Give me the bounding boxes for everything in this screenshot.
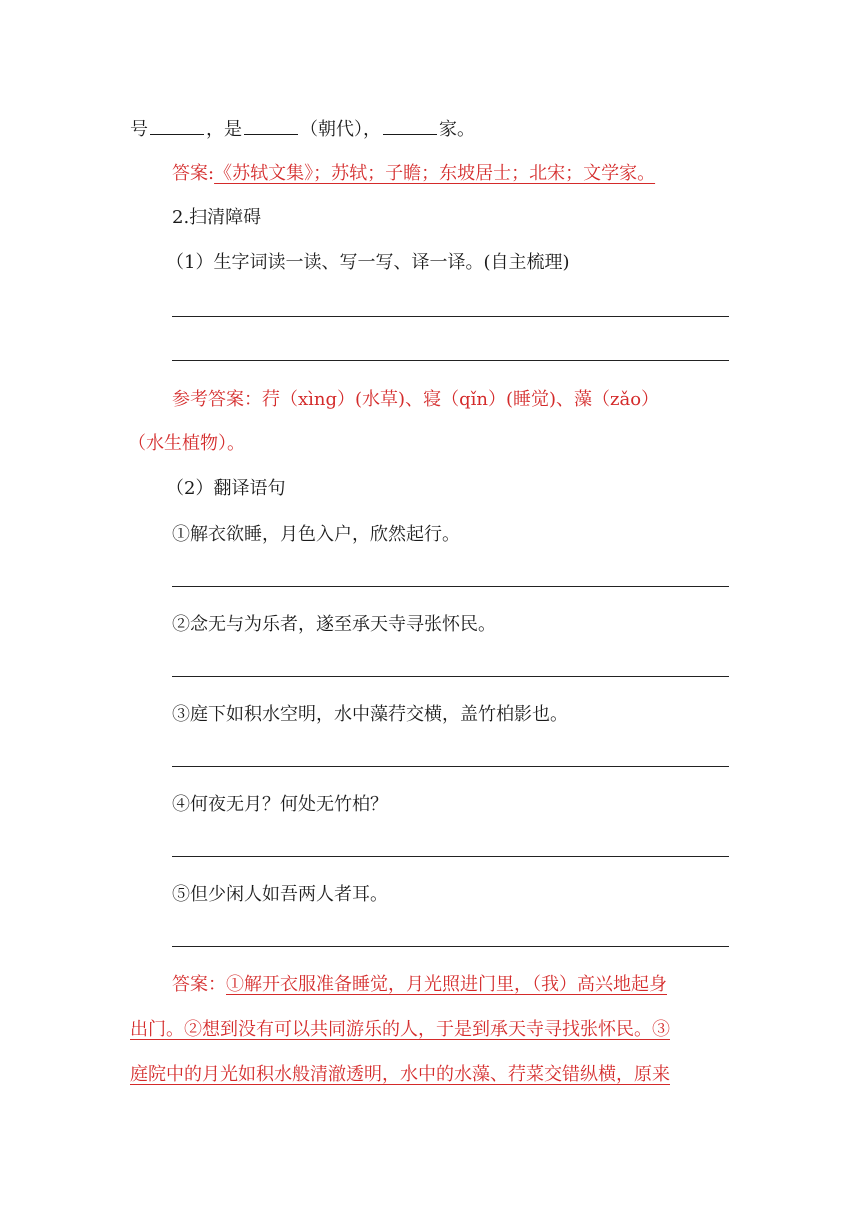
- answer-1-label: 答案:: [172, 163, 215, 184]
- answer-2-text-1: ①解开衣服准备睡觉，月光照进门里，（我）高兴地起身: [226, 974, 667, 995]
- fill-in-line: [130, 116, 475, 141]
- answer-rule-4: [172, 676, 729, 677]
- sentence-3: ③庭下如积水空明，水中藻荇交横，盖竹柏影也。: [172, 704, 568, 725]
- answer-rule-6: [172, 856, 729, 857]
- blank-1: [150, 116, 204, 135]
- reference-answer-line-2: （水生植物）。: [128, 433, 245, 454]
- answer-rule-5: [172, 766, 729, 767]
- answer-1: [172, 163, 655, 185]
- sentence-4: ④何夜无月？何处无竹柏？: [172, 794, 388, 815]
- blank-3: [383, 116, 437, 135]
- text-shi: ，是: [206, 119, 242, 140]
- answer-2-line-1: [172, 974, 667, 996]
- section-2-2-heading: （2）翻译语句: [166, 478, 286, 499]
- section-2-heading: 2.扫清障碍: [172, 207, 262, 228]
- section-2-1-heading: （1）生字词读一读、写一写、译一译。(自主梳理): [166, 252, 570, 273]
- answer-1-text: 《苏轼文集》；苏轼；子瞻；东坡居士；北宋；文学家。: [214, 163, 656, 184]
- blank-2: [244, 116, 298, 135]
- sentence-2: ②念无与为乐者，遂至承天寺寻张怀民。: [172, 614, 496, 635]
- answer-rule-3: [172, 586, 729, 587]
- sentence-5: ⑤但少闲人如吾两人者耳。: [172, 884, 388, 905]
- answer-2-line-2: 出门。②想到没有可以共同游乐的人，于是到承天寺寻找张怀民。③: [130, 1019, 670, 1040]
- answer-rule-7: [172, 946, 729, 947]
- sentence-1: ①解衣欲睡，月色入户，欣然起行。: [172, 524, 460, 545]
- answer-2-line-3: 庭院中的月光如积水般清澈透明，水中的水藻、荇菜交错纵横，原来: [130, 1064, 670, 1085]
- answer-rule-2: [172, 360, 729, 361]
- text-dynasty: （朝代），: [300, 119, 381, 140]
- text-hao: 号: [130, 119, 148, 140]
- reference-answer-line-1: 参考答案：荇（xìng）(水草)、寝（qǐn）(睡觉)、藻（zǎo）: [172, 389, 660, 410]
- answer-rule-1: [172, 316, 729, 317]
- text-jia: 家。: [439, 119, 475, 140]
- answer-2-label: 答案：: [172, 974, 226, 995]
